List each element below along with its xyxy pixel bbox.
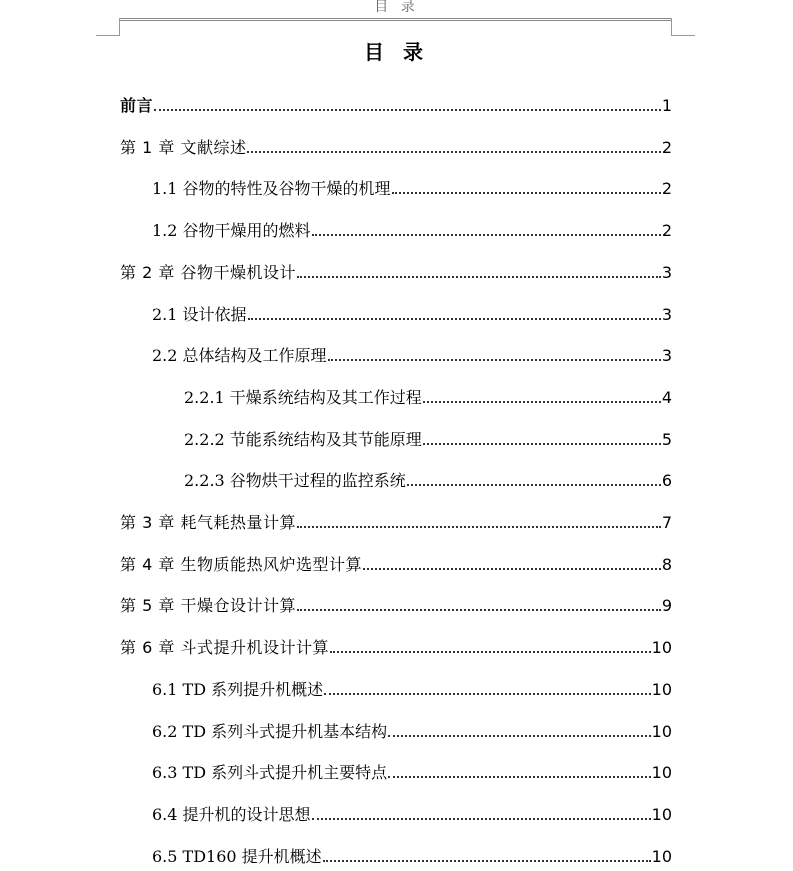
toc-dot-leader <box>407 484 661 486</box>
toc-entry-label: 2.2.1 干燥系统结构及其工作过程 <box>184 388 422 407</box>
toc-dot-leader <box>423 401 661 403</box>
toc-entry-label: 1.2 谷物干燥用的燃料 <box>152 221 311 240</box>
toc-entry[interactable] <box>152 340 672 366</box>
toc-dot-leader <box>330 651 651 653</box>
toc-entry[interactable] <box>152 674 672 700</box>
toc-dot-leader <box>423 443 661 445</box>
toc-page-number: 2 <box>661 179 672 198</box>
toc-page-number: 3 <box>661 346 672 365</box>
toc-entry[interactable] <box>120 132 672 158</box>
toc-page-number: 2 <box>661 221 672 240</box>
toc-page-number: 8 <box>661 555 672 574</box>
toc-entry-label: 2.1 设计依据 <box>152 305 247 324</box>
toc-page-number: 5 <box>661 430 672 449</box>
margin-corner-left <box>119 18 120 36</box>
toc-page-number: 9 <box>661 596 672 615</box>
toc-entry[interactable] <box>120 257 672 283</box>
toc-entry[interactable] <box>120 549 672 575</box>
toc-entry[interactable] <box>152 799 672 825</box>
toc-page-number: 10 <box>651 680 672 699</box>
toc-entry-label: 第 3 章 耗气耗热量计算 <box>120 513 296 532</box>
toc-page-number: 10 <box>651 722 672 741</box>
toc-dot-leader <box>312 818 651 820</box>
toc-entry[interactable] <box>120 590 672 616</box>
toc-dot-leader <box>154 109 661 111</box>
toc-entry[interactable] <box>152 841 672 867</box>
toc-dot-leader <box>388 735 651 737</box>
toc-entry[interactable] <box>152 215 672 241</box>
toc-dot-leader <box>324 693 651 695</box>
toc-entry[interactable] <box>152 716 672 742</box>
toc-page-number: 10 <box>651 847 672 866</box>
toc-dot-leader <box>392 192 661 194</box>
toc-dot-leader <box>297 276 661 278</box>
toc-entry[interactable] <box>120 507 672 533</box>
toc-entry[interactable] <box>120 632 672 658</box>
toc-entry-label: 1.1 谷物的特性及谷物干燥的机理 <box>152 179 391 198</box>
toc-entry-label: 第 1 章 文献综述 <box>120 138 247 157</box>
toc-entry-label: 6.1 TD 系列提升机概述 <box>152 680 324 699</box>
toc-page-number: 4 <box>661 388 672 407</box>
toc-dot-leader <box>297 526 661 528</box>
toc-page-number: 10 <box>651 763 672 782</box>
toc-entry-label: 2.2.3 谷物烘干过程的监控系统 <box>184 471 406 490</box>
toc-page-number: 3 <box>661 263 672 282</box>
toc-entry-label: 2.2.2 节能系统结构及其节能原理 <box>184 430 422 449</box>
toc-entry[interactable] <box>152 757 672 783</box>
toc-entry-label: 6.4 提升机的设计思想 <box>152 805 311 824</box>
toc-dot-leader <box>248 318 661 320</box>
toc-entry-label: 6.3 TD 系列斗式提升机主要特点 <box>152 763 388 782</box>
toc-entry[interactable] <box>152 299 672 325</box>
toc-entry[interactable] <box>184 424 672 450</box>
toc-page-number: 10 <box>651 805 672 824</box>
toc-dot-leader <box>297 609 661 611</box>
toc-dot-leader <box>363 568 661 570</box>
toc-page-number: 10 <box>651 638 672 657</box>
toc-page-number: 3 <box>661 305 672 324</box>
toc-entry-label: 第 4 章 生物质能热风炉选型计算 <box>120 555 362 574</box>
header-rule <box>119 18 671 21</box>
toc-dot-leader <box>247 151 660 153</box>
toc-entry[interactable] <box>152 173 672 199</box>
toc-entry-label: 第 2 章 谷物干燥机设计 <box>120 263 296 282</box>
toc-entry[interactable] <box>184 465 672 491</box>
toc-dot-leader <box>312 234 661 236</box>
margin-corner-right <box>671 18 672 36</box>
toc-title: 目 录 <box>364 40 429 64</box>
toc-entry-label: 6.2 TD 系列斗式提升机基本结构 <box>152 722 388 741</box>
page-header-label: 目 录 <box>374 0 419 15</box>
toc-entry-label: 前言 <box>120 96 154 115</box>
toc-entry-label: 2.2 总体结构及工作原理 <box>152 346 327 365</box>
toc-page-number: 2 <box>661 138 672 157</box>
toc-dot-leader <box>388 776 651 778</box>
toc-dot-leader <box>328 359 661 361</box>
toc-page-number: 6 <box>661 471 672 490</box>
toc-entry[interactable] <box>120 90 672 116</box>
toc-dot-leader <box>323 860 651 862</box>
toc-entry[interactable] <box>184 382 672 408</box>
toc-entry-label: 6.5 TD160 提升机概述 <box>152 847 322 866</box>
toc-entry-label: 第 5 章 干燥仓设计计算 <box>120 596 296 615</box>
toc-page-number: 7 <box>661 513 672 532</box>
toc-page-number: 1 <box>661 96 672 115</box>
toc-entry-label: 第 6 章 斗式提升机设计计算 <box>120 638 329 657</box>
